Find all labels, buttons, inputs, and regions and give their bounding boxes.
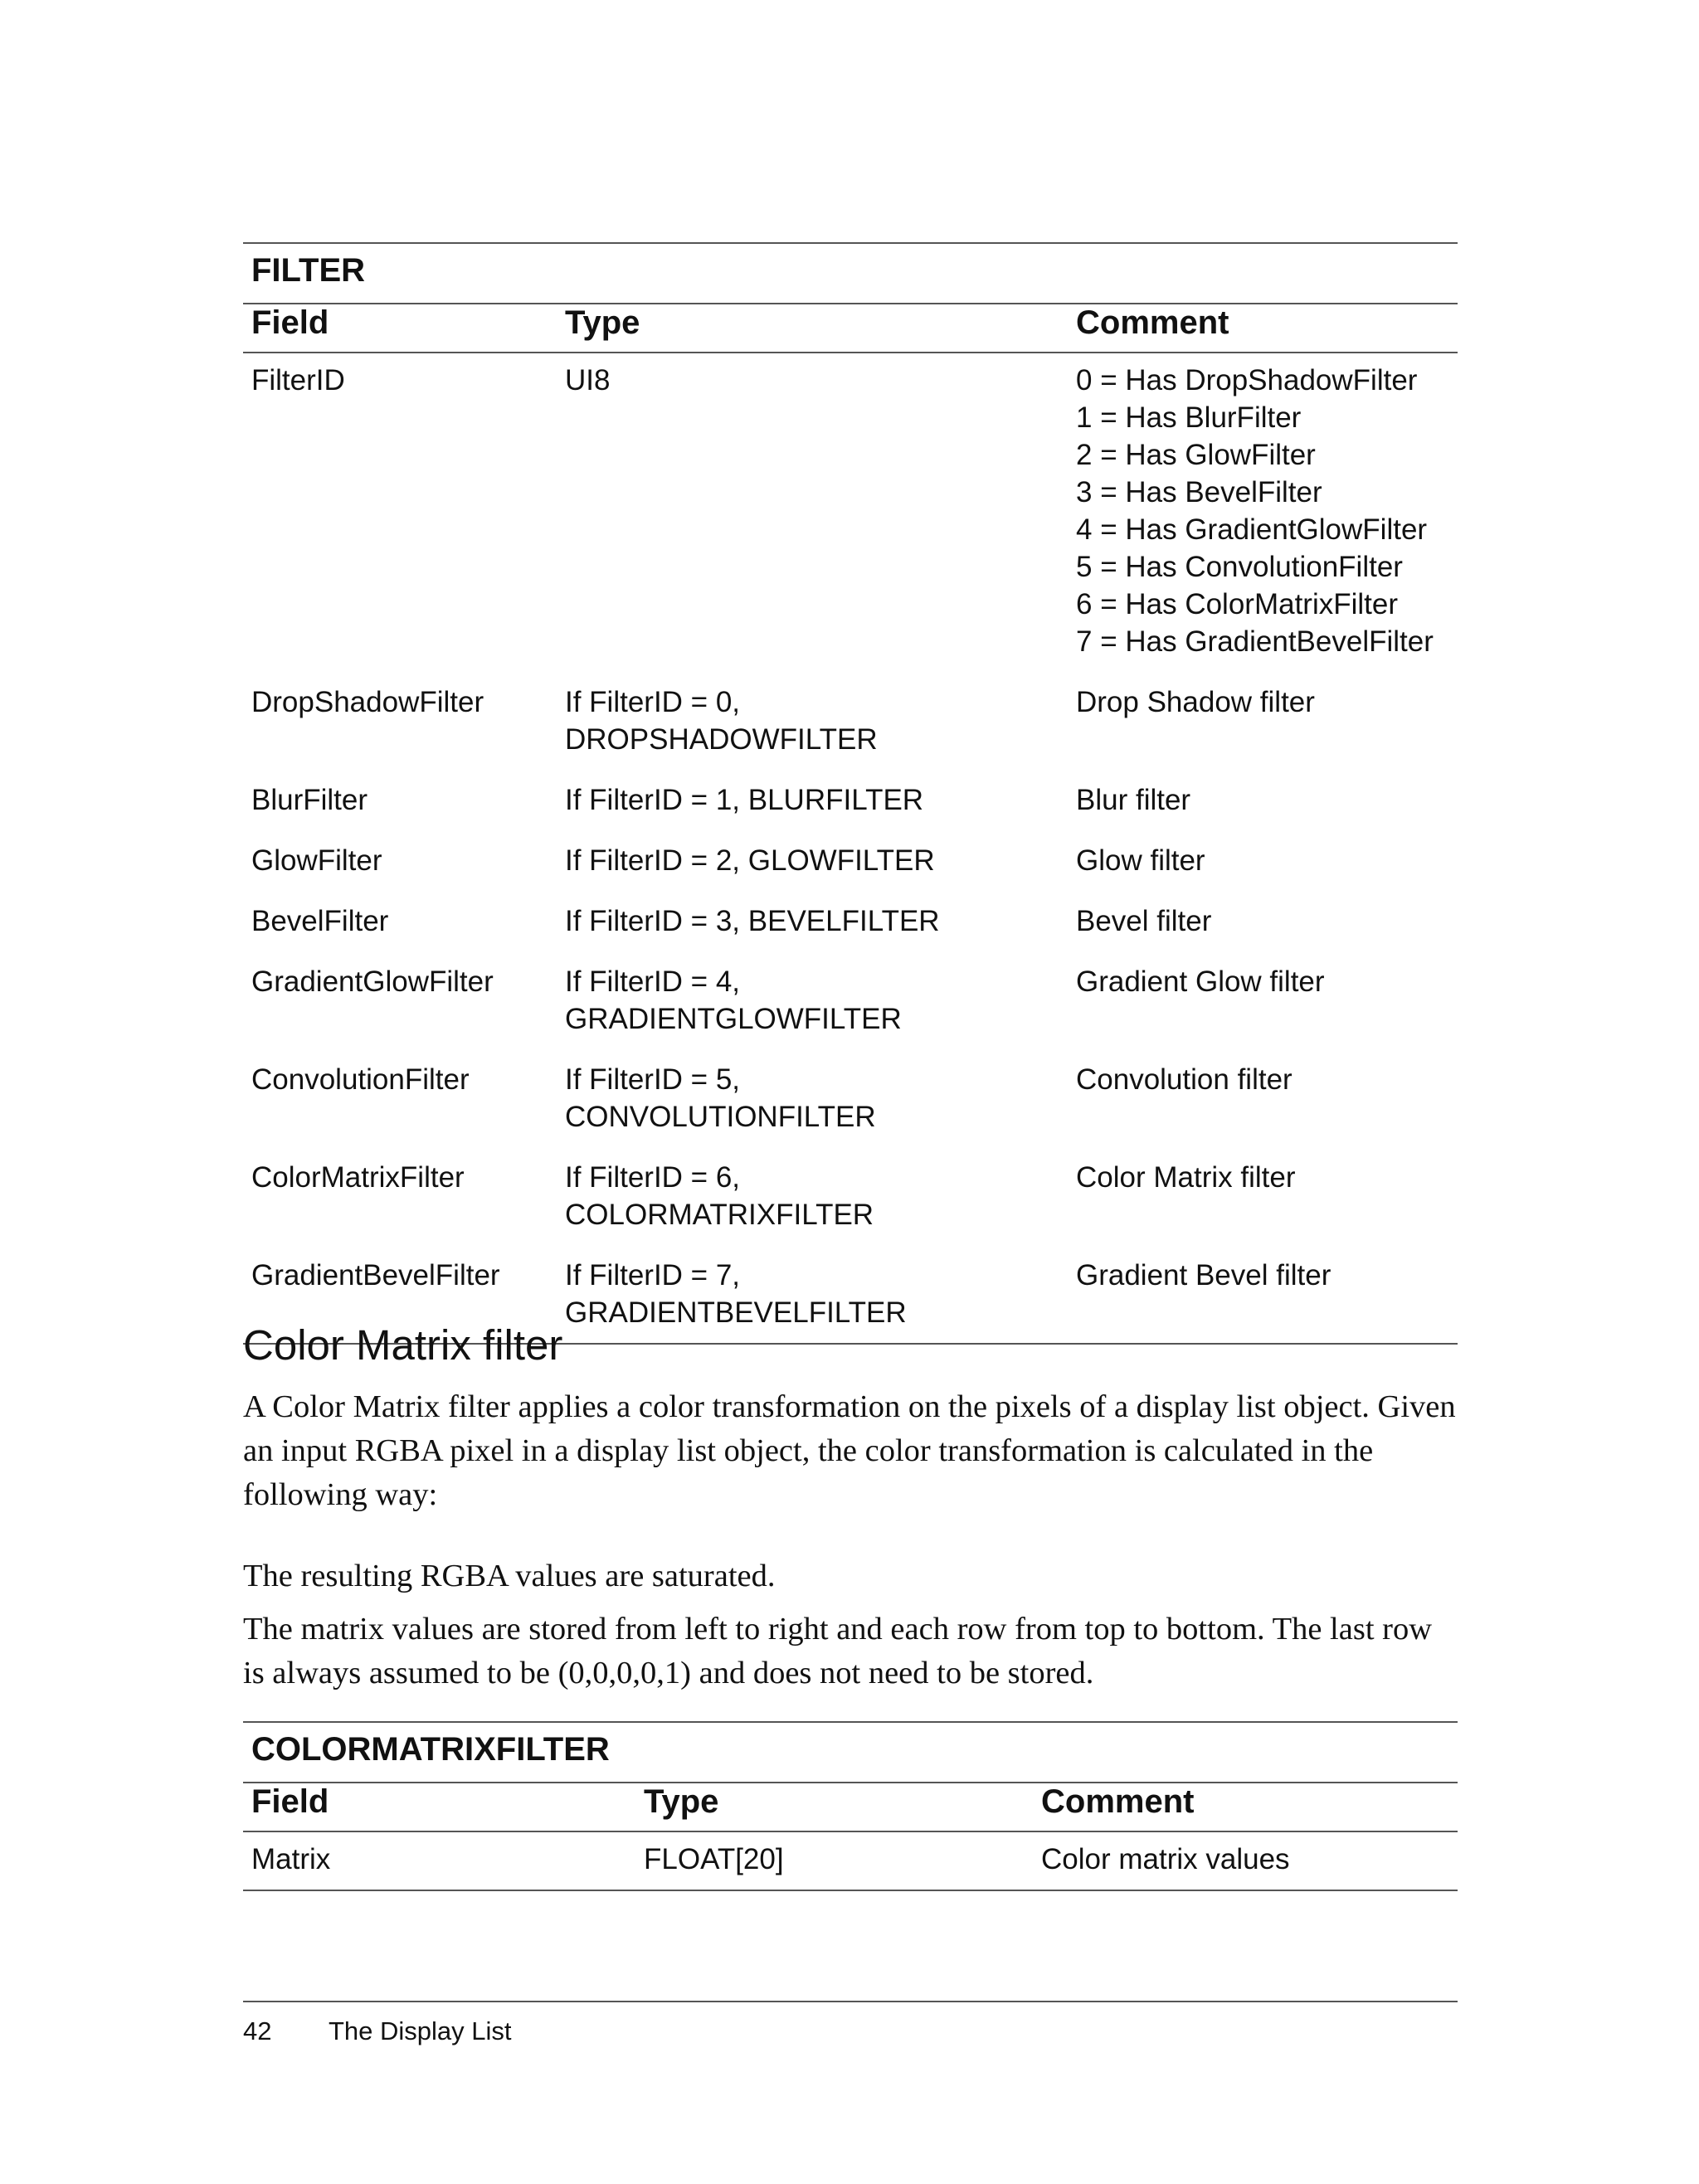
intro-paragraph: A Color Matrix filter applies a color transformation on the pixels of a display list object. Given an input RGBA pixel in a display list object, the color transformation is calculated in the following way: [243,1389,1456,1512]
field-cell: GradientGlowFilter [251,966,494,998]
field-cell: Matrix [243,1831,635,1890]
comment-cell: Glow filter [1076,844,1205,877]
colormatrix-table [243,1721,1458,1891]
comment-cell: Color Matrix filter [1076,1161,1296,1194]
storage-paragraph: The matrix values are stored from left to right and each row from top to bottom. The last row is always assumed to be (0,0,0,0,1) and does not need to be stored. [243,1612,1433,1690]
comment-cell: Bevel filter [1076,905,1212,937]
filter-table-title: FILTER [243,243,1458,304]
page-footer [243,2016,512,2046]
section-heading: Color Matrix filter [243,1321,563,1369]
saturation-paragraph: The resulting RGBA values are saturated. [243,1559,776,1593]
comment-cell: Convolution filter [1076,1063,1293,1096]
table-row [243,835,1458,896]
table-row [243,956,1458,1054]
colormatrix-table-header-row [243,1783,1458,1831]
type-cell: If FilterID = 3, BEVELFILTER [565,905,940,937]
footer-divider [243,2001,1458,2002]
filter-header-field: Field [243,304,557,353]
comment-cell: Color matrix values [1033,1831,1458,1890]
table-row [243,1054,1458,1152]
comment-cell: Gradient Bevel filter [1068,1250,1458,1344]
field-cell: DropShadowFilter [251,686,484,718]
page-number: 42 [243,2016,272,2045]
type-cell: If FilterID = 4, GRADIENTGLOWFILTER [565,966,902,1035]
type-cell: If FilterID = 6, COLORMATRIXFILTER [565,1161,874,1231]
filter-header-type: Type [557,304,1068,353]
table-row [243,1152,1458,1250]
type-cell: If FilterID = 5, CONVOLUTIONFILTER [565,1063,876,1133]
type-cell: FLOAT[20] [635,1831,1033,1890]
comment-cell: Drop Shadow filter [1076,686,1315,718]
field-cell: ColorMatrixFilter [251,1161,465,1194]
colormatrix-header-type: Type [635,1783,1033,1831]
field-cell: ConvolutionFilter [251,1063,470,1096]
table-row [243,775,1458,835]
comment-cell: 0 = Has DropShadowFilter 1 = Has BlurFilter 2 = Has GlowFilter 3 = Has BevelFilter 4 = Has GradientGlowFilter 5 = Has ConvolutionFilter 6 = Has ColorMatrixFilter 7 = Has GradientBevelFilter [1076,364,1434,658]
field-cell: GlowFilter [251,844,382,877]
type-cell: If FilterID = 0, DROPSHADOWFILTER [565,686,878,756]
comment-cell: Blur filter [1076,784,1191,816]
field-cell: FilterID [251,364,345,396]
table-row [243,1831,1458,1890]
field-cell: GradientBevelFilter [243,1250,557,1344]
field-cell: BlurFilter [251,784,368,816]
field-cell: BevelFilter [251,905,389,937]
filter-table [243,242,1458,1345]
type-cell: If FilterID = 1, BLURFILTER [565,784,924,816]
table-row [243,353,1458,677]
table-row [243,677,1458,775]
colormatrix-header-comment: Comment [1033,1783,1458,1831]
colormatrix-table-title: COLORMATRIXFILTER [243,1722,1458,1783]
filter-header-comment: Comment [1068,304,1458,353]
comment-cell: Gradient Glow filter [1076,966,1325,998]
filter-table-header-row [243,304,1458,353]
type-cell: If FilterID = 2, GLOWFILTER [565,844,935,877]
type-cell: UI8 [565,364,611,396]
table-row [243,896,1458,956]
type-cell: If FilterID = 7, GRADIENTBEVELFILTER [557,1250,1068,1344]
chapter-title: The Display List [329,2016,512,2045]
colormatrix-header-field: Field [243,1783,635,1831]
